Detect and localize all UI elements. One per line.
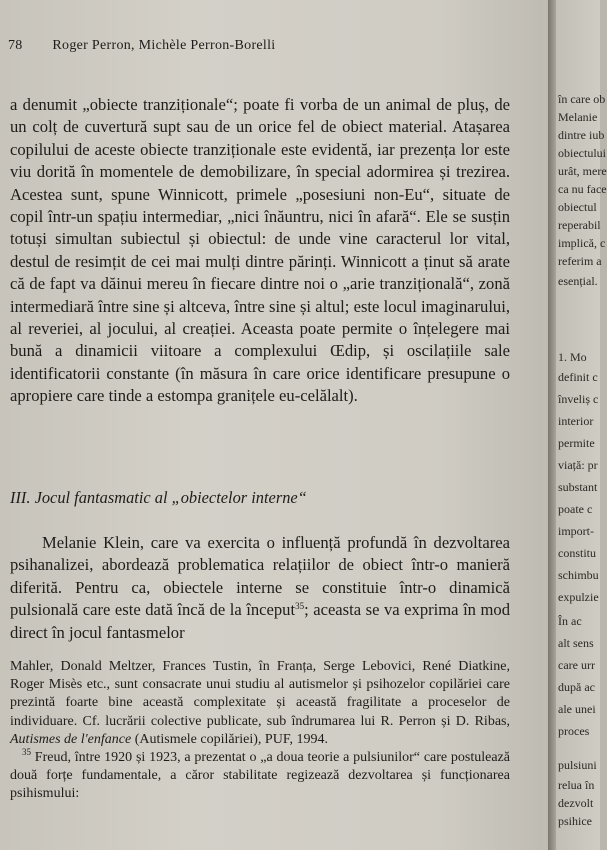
- facing-page-line: permite: [558, 436, 595, 450]
- section-heading: III. Jocul fantasmatic al „obiectelor interne“: [10, 488, 307, 507]
- facing-page-line: Melanie: [558, 110, 598, 124]
- footnote-ref-35: 35: [295, 601, 305, 612]
- facing-page-line: În ac: [558, 614, 582, 628]
- facing-page-line: pulsiuni: [558, 758, 597, 772]
- facing-page-line: psihice: [558, 814, 592, 828]
- facing-page-line: după ac: [558, 680, 595, 694]
- footnote-continuation-text: Mahler, Donald Meltzer, Frances Tustin, în Franța, Serge Lebovici, René Diatkine, Roger Misès etc., sunt consacrate unui studiu al autismelor și psihozelor copilăriei care prezintă foarte bine această complexitate și această fragilitate a proceselor de individuare. Cf. lucrării colective publicate, sub îndrumarea lui R. Perron și D. Ribas,: [10, 659, 510, 729]
- footnote-35: [10, 749, 510, 804]
- footnotes: [10, 658, 510, 804]
- facing-page-line: expulzie: [558, 590, 599, 604]
- page-number: 78: [8, 38, 23, 53]
- paragraph-1: a denumit „obiecte tranziționale“; poate fi vorba de un animal de pluș, de un colț de cuvertură supt sau de un orice fel de obiect material. Atașarea copilului de aceste obiecte tranziționale este evidentă, iar prezența lor este viu dorită în momentele de demobilizare, în special adormirea și trezirea. Acestea sunt, spune Winnicott, primele „posesiuni non-Eu“, situate de copil într-un spațiu intermediar, „nici înăuntru, nici în afară“. Ele se susțin totuși simultan subiectul și obiectul: de unde vine caracterul lor vital, destul de resimțit de cei mai mulți dintre părinți. Winnicott a ținut să arate că de fapt va dăinui mereu în fiecare dintre noi o „arie tranzițională“, zonă intermediară între sine și altceva, între sine și altul; este locul imaginarului, al reveriei, al jocului, al creației. Aceasta poate permite o înțelegere mai bună a dinamicii viitoare a complexului Œdip, și oscilațiile sale identificatorii constante (în măsura în care orice identificare presupune o apropiere care tinde a estompa granițele eu-celălalt).: [10, 95, 510, 406]
- facing-page-line: constitu: [558, 546, 596, 560]
- paragraph-2-text-end: ; aceasta se va exprima în mod direct în jocul fantasmelor: [10, 600, 511, 642]
- facing-page-line: schimbu: [558, 568, 599, 582]
- facing-page-line: dintre iub: [558, 128, 605, 142]
- footnote-marker: 35: [22, 747, 31, 758]
- facing-page-line: alt sens: [558, 636, 594, 650]
- facing-page-line: poate c: [558, 502, 593, 516]
- running-header: [8, 38, 276, 54]
- facing-page: [556, 0, 607, 850]
- body-text-2: [10, 532, 510, 644]
- facing-page-line: ale unei: [558, 702, 596, 716]
- facing-page-line: dezvolt: [558, 796, 594, 810]
- footnote-35-text: Freud, între 1920 și 1923, a prezentat o „a doua teorie a pulsiunilor“ care postulează două forțe fundamentale, a căror stabilitate regizează dezvoltarea și funcționarea psihismului:: [10, 750, 510, 802]
- footnote-continuation: [10, 658, 510, 749]
- facing-page-line: definit c: [558, 370, 598, 384]
- facing-page-line: obiectului: [558, 146, 606, 160]
- facing-page-line: 1. Mo: [558, 350, 587, 364]
- facing-page-line: referim a: [558, 254, 602, 268]
- facing-page-line: înveliș c: [558, 392, 599, 406]
- facing-page-line: care urr: [558, 658, 595, 672]
- paragraph-2-text: Melanie Klein, care va exercita o influență profundă în dezvoltarea psihanalizei, abordează problematica relațiilor de obiect într-o manieră diferită. Pentru ca, obiectele interne se constituie într-o dinamică pulsională care este dată încă de la început: [10, 533, 510, 620]
- facing-page-line: obiectul: [558, 200, 597, 214]
- facing-page-line: substant: [558, 480, 598, 494]
- facing-page-line: reperabil: [558, 218, 601, 232]
- facing-page-line: import-: [558, 524, 594, 538]
- book-title: Autismes de l'enfance: [10, 731, 132, 747]
- facing-page-line: ca nu face: [558, 182, 607, 196]
- book-gutter: [548, 0, 556, 850]
- footnote-continuation-end: (Autismele copilăriei), PUF, 1994.: [131, 731, 328, 747]
- facing-page-line: în care ob: [558, 92, 606, 106]
- facing-page-line: relua în: [558, 778, 595, 792]
- paragraph-2: [10, 532, 510, 644]
- body-text: [10, 94, 510, 408]
- facing-page-line: urât, mere: [558, 164, 607, 178]
- facing-page-line: viață: pr: [558, 458, 598, 472]
- facing-page-line: esențial.: [558, 274, 598, 288]
- facing-page-line: interior: [558, 414, 594, 428]
- facing-page-line: proces: [558, 724, 590, 738]
- header-authors: Roger Perron, Michèle Perron-Borelli: [52, 38, 276, 53]
- facing-page-line: implică, c: [558, 236, 606, 250]
